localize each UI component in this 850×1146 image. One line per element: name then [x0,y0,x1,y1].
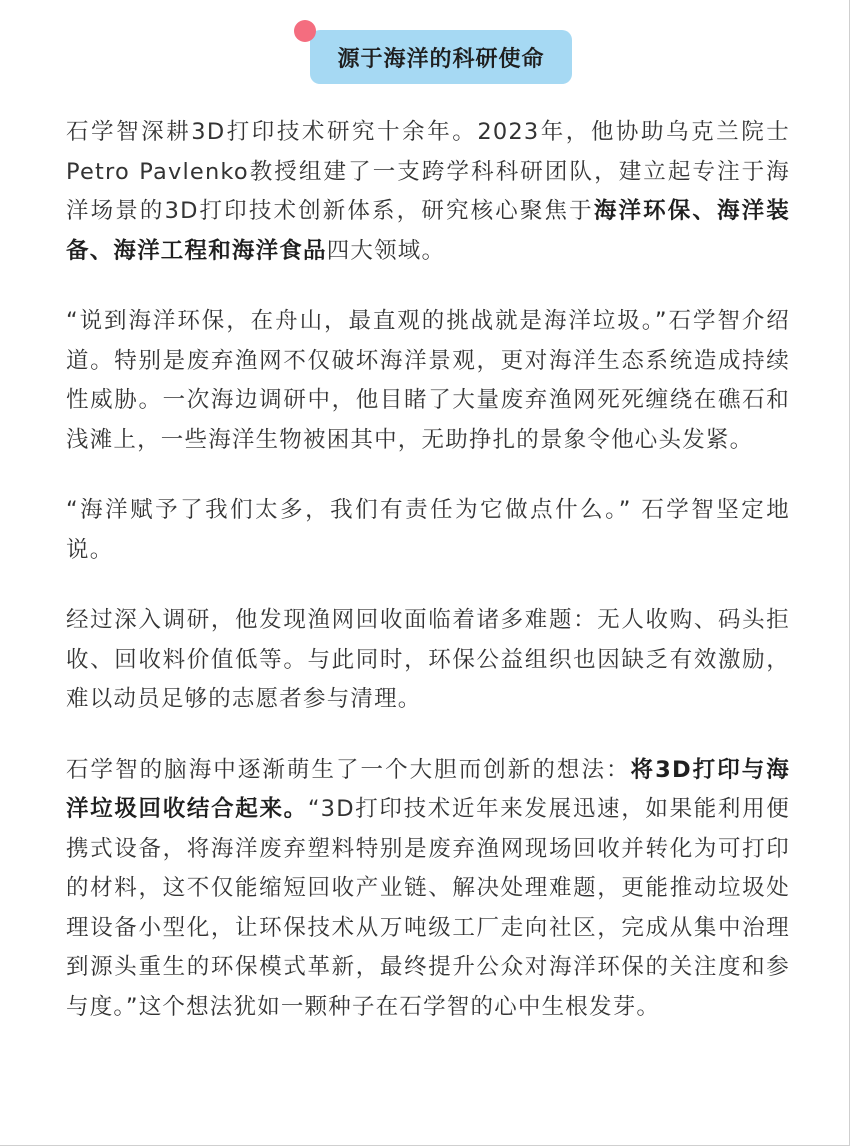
section-heading [310,30,572,84]
paragraph-1 [66,113,790,271]
decorative-dot [294,20,316,42]
paragraph-5-bold: 将3D打印与海洋垃圾回收结合起来。 [66,756,791,822]
paragraph-5-text-c: “3D打印技术近年来发展迅速，如果能利用便携式设备，将海洋废弃塑料特别是废弃渔网现场回收并转化为可打印的材料，这不仅能缩短回收产业链、解决处理难题，更能推动垃圾处理设备小型化，让环保技术从万吨级工厂走向社区，完成从集中治理到源头重生的环保模式革新，最终提升公众对海洋环保的关注度和参与度。”这个想法犹如一颗种子在石学智的心中生根发芽。 [66,796,790,1020]
paragraph-1-bold: 海洋环保、海洋装备、海洋工程和海洋食品 [66,198,790,264]
paragraph-5-text-a: 石学智的脑海中逐渐萌生了一个大胆而创新的想法： [66,756,631,783]
paragraph-2: “说到海洋环保，在舟山，最直观的挑战就是海洋垃圾。”石学智介绍道。特别是废弃渔网不仅破坏海洋景观，更对海洋生态系统造成持续性威胁。一次海边调研中，他目睹了大量废弃渔网死死缠绕在礁石和浅滩上，一些海洋生物被困其中，无助挣扎的景象令他心头发紧。 [66,308,790,453]
paragraph-1-text-a: 石学智深耕3D打印技术研究十余年。2023年，他协助乌克兰院士Petro Pavlenko教授组建了一支跨学科科研团队，建立起专注于海洋场景的3D打印技术创新体系，研究核心聚焦于 [66,119,790,224]
section-title: 源于海洋的科研使命 [310,30,572,84]
paragraph-5 [66,751,790,1028]
paragraph-3: “海洋赋予了我们太多，我们有责任为它做点什么。” 石学智坚定地说。 [66,497,790,563]
article-body [66,113,790,1058]
paragraph-4: 经过深入调研，他发现渔网回收面临着诸多难题：无人收购、码头拒收、回收料价值低等。与此同时，环保公益组织也因缺乏有效激励，难以动员足够的志愿者参与清理。 [66,607,790,712]
paragraph-1-text-c: 四大领域。 [326,237,446,264]
